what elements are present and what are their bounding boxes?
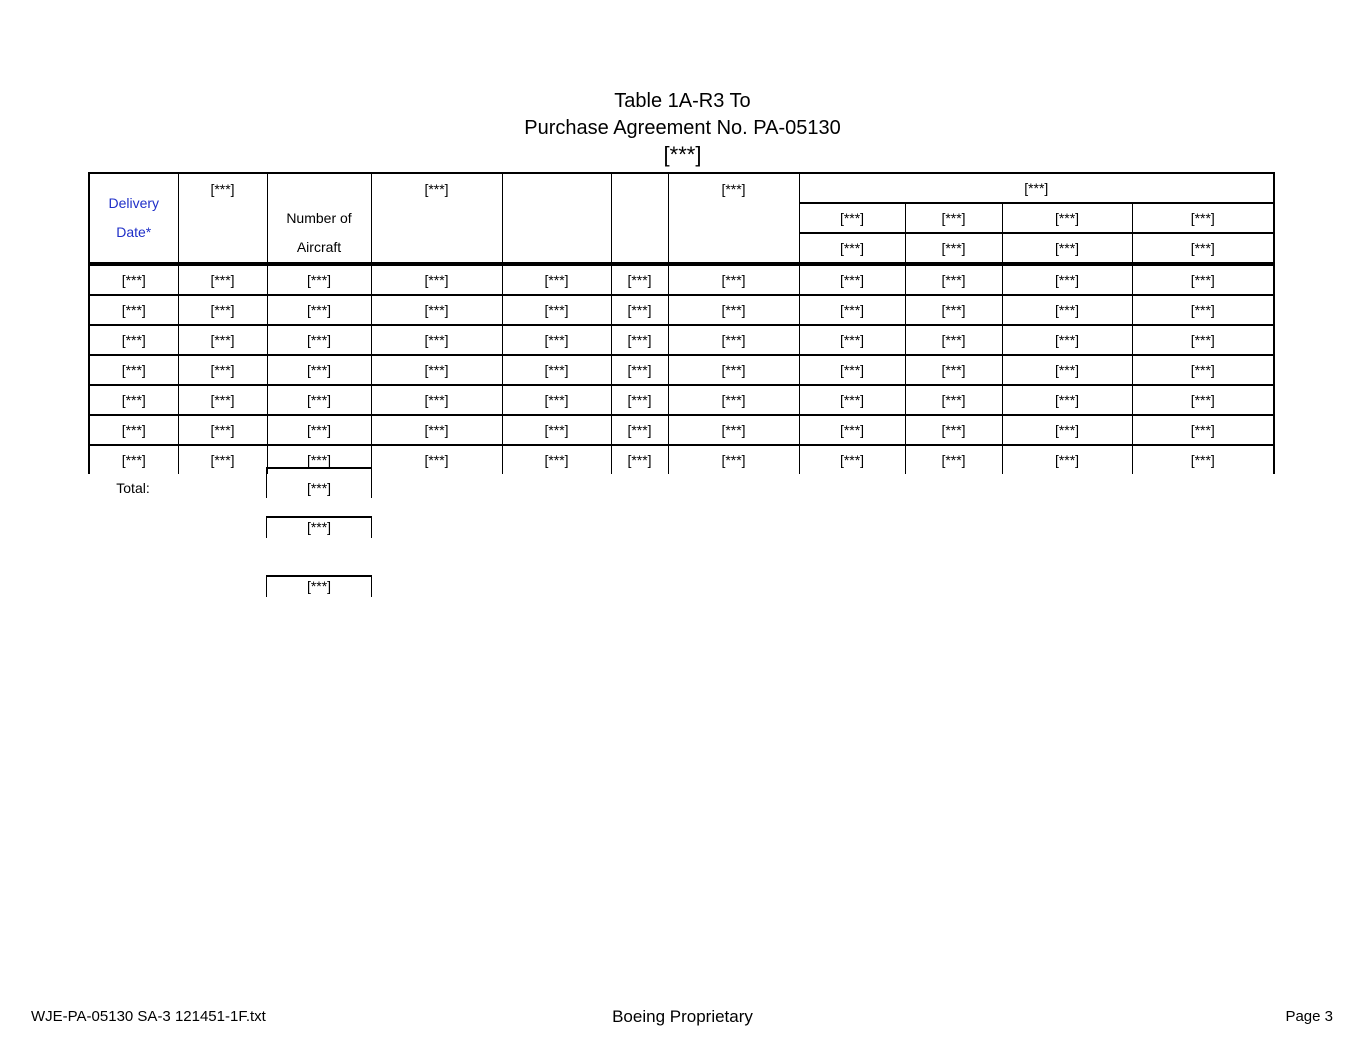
table-cell: [***]	[905, 385, 1002, 415]
table-cell: [***]	[799, 325, 905, 355]
delivery-date-header	[89, 173, 178, 264]
redacted-subtitle: [***]	[663, 142, 702, 167]
table-cell: [***]	[178, 355, 267, 385]
header-col7-text: [***]	[721, 181, 746, 197]
table-cell: [***]	[178, 295, 267, 325]
subheader-e: [***]	[799, 233, 905, 264]
table-cell: [***]	[267, 295, 371, 325]
table-row	[89, 264, 1274, 295]
header-col7	[668, 173, 799, 264]
table-row	[89, 295, 1274, 325]
table-cell: [***]	[502, 385, 611, 415]
table-cell: [***]	[611, 295, 668, 325]
header-col6	[611, 173, 668, 264]
table-cell: [***]	[267, 385, 371, 415]
table-cell: [***]	[89, 385, 178, 415]
table-cell: [***]	[799, 355, 905, 385]
delivery-label: Delivery	[108, 195, 160, 211]
table-cell: [***]	[905, 355, 1002, 385]
table-cell: [***]	[668, 445, 799, 474]
table-cell: [***]	[668, 385, 799, 415]
aircraft-label: Aircraft	[296, 238, 342, 255]
number-of-label: Number of	[286, 209, 352, 226]
table-cell: [***]	[905, 445, 1002, 474]
subheader-c: [***]	[1002, 203, 1132, 233]
table-cell: [***]	[178, 264, 267, 295]
table-cell: [***]	[371, 295, 502, 325]
subheader-a: [***]	[799, 203, 905, 233]
table-cell: [***]	[1132, 295, 1274, 325]
table-cell: [***]	[799, 445, 905, 474]
subheader-d: [***]	[1132, 203, 1274, 233]
total-label: Total:	[116, 480, 150, 496]
subheader-f: [***]	[905, 233, 1002, 264]
table-cell: [***]	[371, 325, 502, 355]
delivery-schedule-table	[88, 172, 1275, 474]
table-cell: [***]	[89, 264, 178, 295]
table-cell: [***]	[611, 445, 668, 474]
table-cell: [***]	[905, 264, 1002, 295]
table-cell: [***]	[178, 325, 267, 355]
extra-value-2: [***]	[266, 575, 372, 597]
table-cell: [***]	[1002, 355, 1132, 385]
table-row	[89, 355, 1274, 385]
table-cell: [***]	[502, 415, 611, 445]
table-cell: [***]	[178, 445, 267, 474]
table-title-block	[0, 88, 1365, 168]
table-cell: [***]	[89, 355, 178, 385]
subheader-g: [***]	[1002, 233, 1132, 264]
table-cell: [***]	[178, 385, 267, 415]
table-cell: [***]	[668, 415, 799, 445]
table-cell: [***]	[1002, 325, 1132, 355]
table-cell: [***]	[1132, 445, 1274, 474]
footer-page-number: Page 3	[1285, 1008, 1333, 1025]
table-cell: [***]	[502, 295, 611, 325]
table-cell: [***]	[1132, 415, 1274, 445]
table-cell: [***]	[799, 295, 905, 325]
table-cell: [***]	[267, 445, 371, 474]
table-cell: [***]	[267, 355, 371, 385]
table-cell: [***]	[178, 415, 267, 445]
table-cell: [***]	[905, 295, 1002, 325]
table-cell: [***]	[1002, 445, 1132, 474]
table-cell: [***]	[611, 415, 668, 445]
table-cell: [***]	[668, 325, 799, 355]
table-cell: [***]	[1132, 264, 1274, 295]
extra-value-1: [***]	[266, 516, 372, 538]
header-col4-text: [***]	[424, 181, 449, 197]
table-cell: [***]	[668, 264, 799, 295]
table-row	[89, 325, 1274, 355]
total-aircraft-value: [***]	[266, 467, 372, 498]
date-label: Date*	[116, 224, 152, 240]
table-cell: [***]	[502, 355, 611, 385]
table-cell: [***]	[611, 264, 668, 295]
table-cell: [***]	[371, 415, 502, 445]
table-cell: [***]	[502, 325, 611, 355]
header-row-1	[89, 173, 1274, 203]
table-cell: [***]	[799, 415, 905, 445]
header-col5	[502, 173, 611, 264]
table-cell: [***]	[267, 415, 371, 445]
table-cell: [***]	[1002, 295, 1132, 325]
table-cell: [***]	[502, 264, 611, 295]
table-cell: [***]	[799, 385, 905, 415]
table-cell: [***]	[371, 355, 502, 385]
subheader-b: [***]	[905, 203, 1002, 233]
header-col2	[178, 173, 267, 264]
table-cell: [***]	[371, 385, 502, 415]
table-cell: [***]	[668, 295, 799, 325]
table-cell: [***]	[502, 445, 611, 474]
table-cell: [***]	[371, 445, 502, 474]
agreement-number: Purchase Agreement No. PA-05130	[524, 117, 841, 139]
table-cell: [***]	[905, 325, 1002, 355]
table-cell: [***]	[267, 264, 371, 295]
footer-proprietary: Boeing Proprietary	[612, 1007, 753, 1026]
table-cell: [***]	[905, 415, 1002, 445]
table-row	[89, 415, 1274, 445]
table-cell: [***]	[89, 295, 178, 325]
header-col2-text: [***]	[210, 181, 235, 197]
table-cell: [***]	[89, 325, 178, 355]
table-cell: [***]	[89, 445, 178, 474]
subheader-h: [***]	[1132, 233, 1274, 264]
table-cell: [***]	[89, 415, 178, 445]
table-cell: [***]	[371, 264, 502, 295]
table-cell: [***]	[1132, 325, 1274, 355]
table-cell: [***]	[1002, 385, 1132, 415]
table-cell: [***]	[1002, 264, 1132, 295]
table-cell: [***]	[611, 385, 668, 415]
table-cell: [***]	[611, 325, 668, 355]
table-cell: [***]	[611, 355, 668, 385]
table-body	[89, 264, 1274, 474]
header-col4	[371, 173, 502, 264]
table-cell: [***]	[668, 355, 799, 385]
table-row	[89, 385, 1274, 415]
table-cell: [***]	[799, 264, 905, 295]
number-of-aircraft-header	[267, 173, 371, 264]
table-title: Table 1A-R3 To	[614, 90, 751, 112]
table-cell: [***]	[1002, 415, 1132, 445]
table-cell: [***]	[1132, 385, 1274, 415]
header-group: [***]	[799, 173, 1274, 203]
table-cell: [***]	[1132, 355, 1274, 385]
footer-filename: WJE-PA-05130 SA-3 121451-1F.txt	[31, 1008, 266, 1025]
table-cell: [***]	[267, 325, 371, 355]
